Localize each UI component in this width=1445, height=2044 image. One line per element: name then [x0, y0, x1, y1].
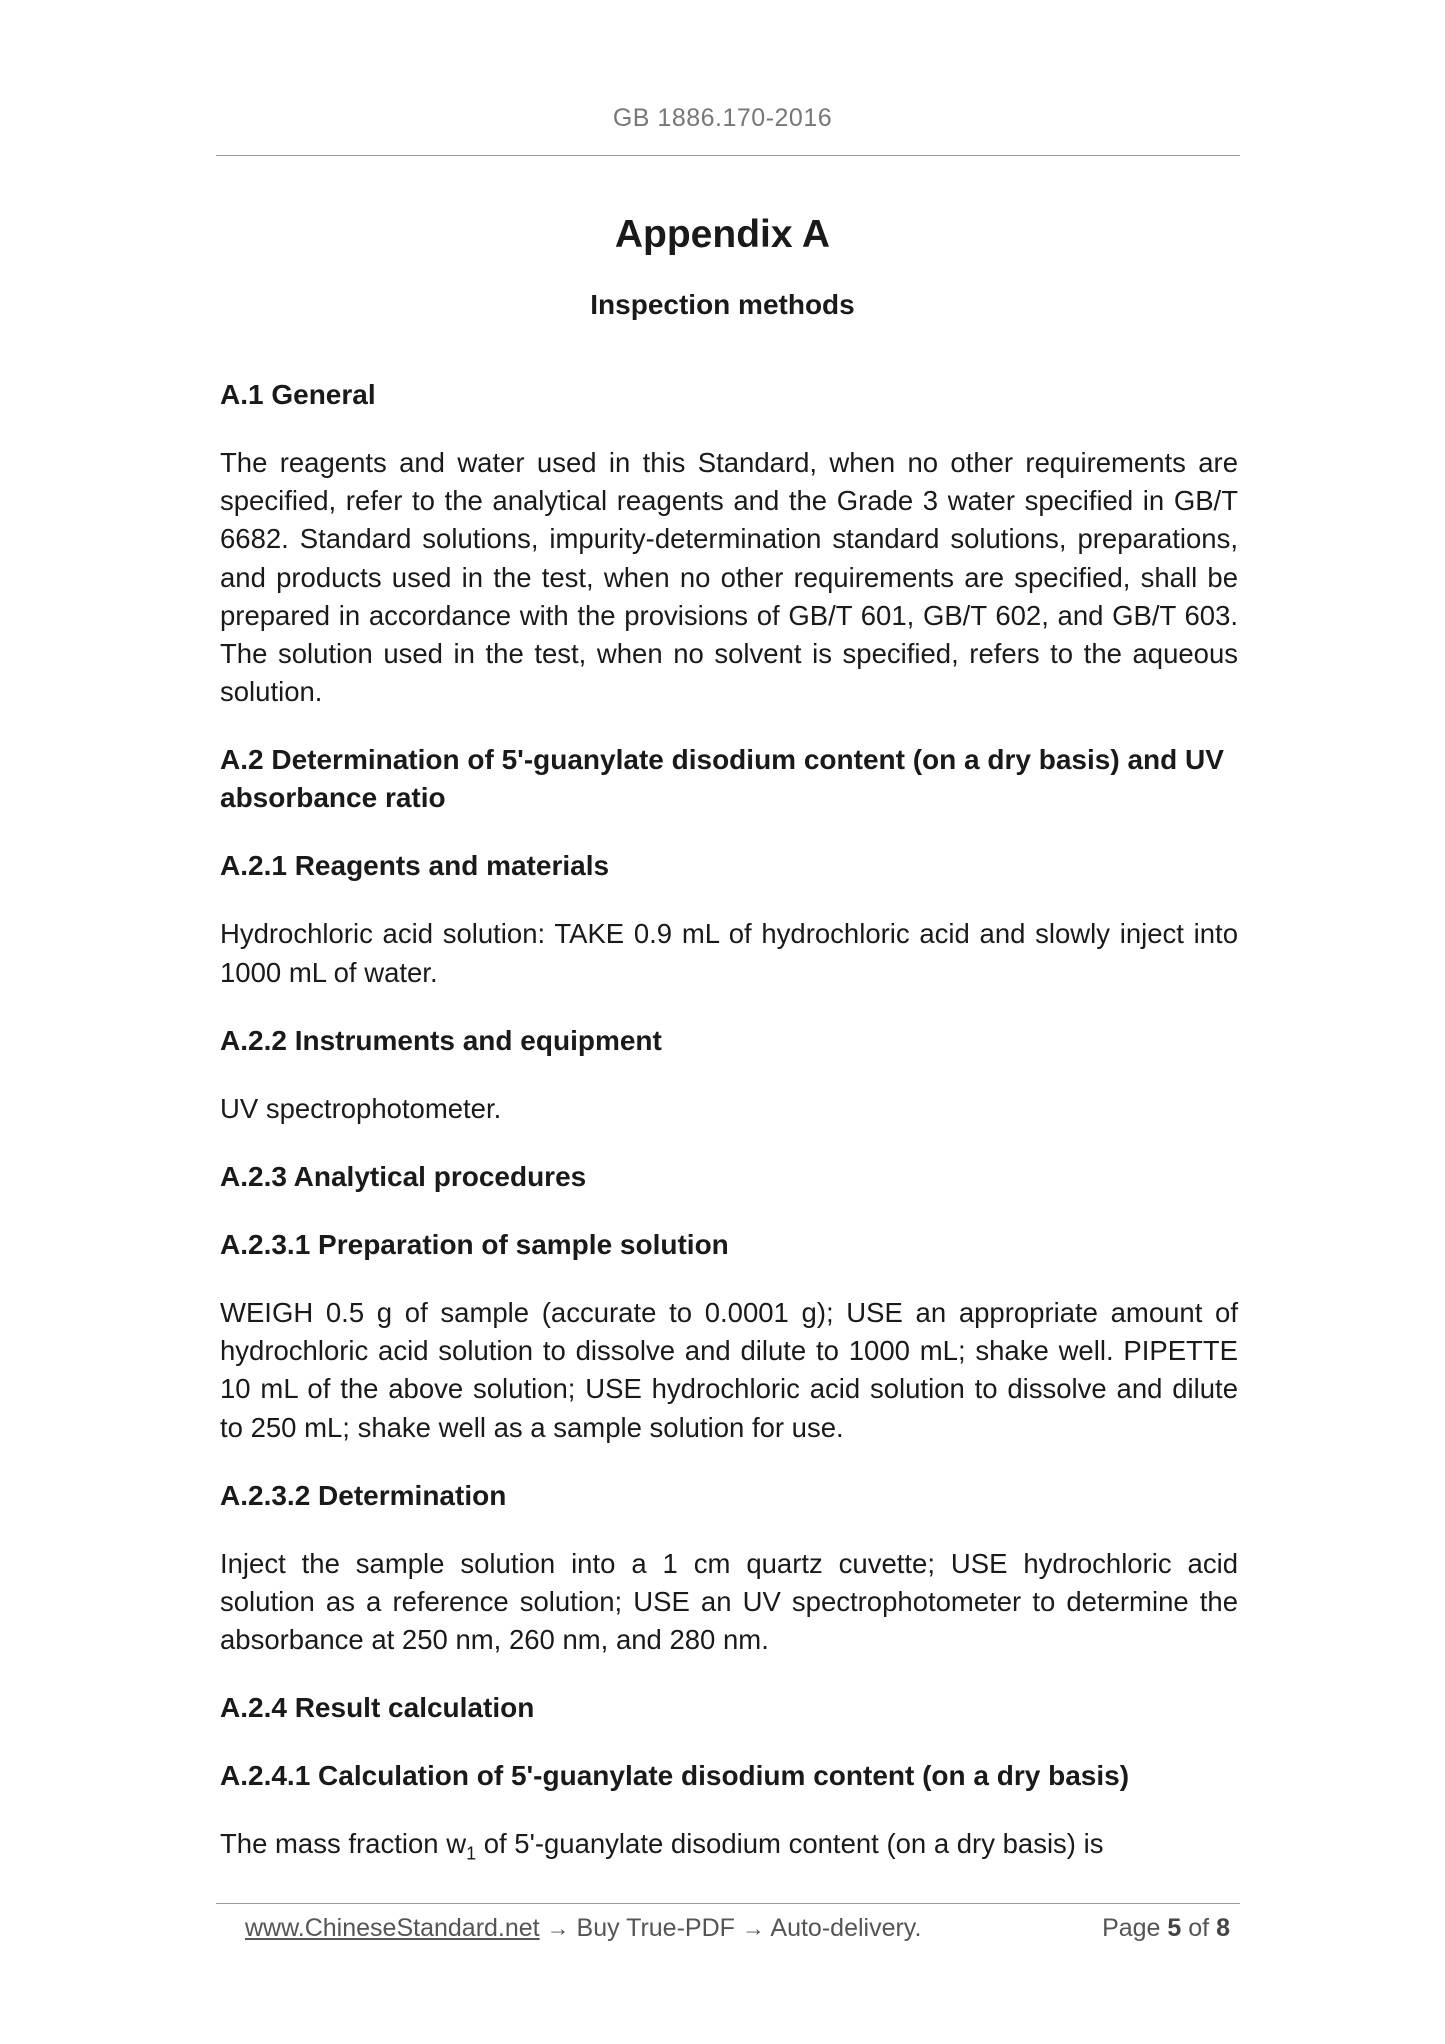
document-id-header: GB 1886.170-2016 — [612, 104, 833, 132]
section-text-a232: Inject the sample solution into a 1 cm quartz cuvette; USE hydrochloric acid solution as a reference solution; USE an UV spectrophotometer to determine the absorbance at 250 nm, 260 nm, and 280 nm. — [220, 1547, 1238, 1656]
appendix-subtitle: Inspection methods — [590, 289, 855, 320]
section-text-a22: UV spectrophotometer. — [220, 1092, 502, 1124]
page-number: 5 — [1167, 1914, 1182, 1942]
of-label: of — [1188, 1914, 1210, 1942]
buy-text: Buy True-PDF — [569, 1914, 742, 1942]
arrow-right-icon: → — [741, 1915, 765, 1941]
page-indicator — [1102, 1903, 1230, 1953]
document-body — [220, 376, 1238, 1873]
section-heading-a1: A.1 General — [220, 379, 376, 410]
section-heading-a21: A.2.1 Reagents and materials — [220, 850, 610, 882]
section-heading-a23: A.2.3 Analytical procedures — [220, 1161, 587, 1193]
section-text-a21: Hydrochloric acid solution: TAKE 0.9 mL of hydrochloric acid and slowly inject into 1000 mL of water. — [220, 918, 1238, 988]
header-rule — [216, 155, 1240, 156]
section-heading-a241: A.2.4.1 Calculation of 5'-guanylate disodium content (on a dry basis) — [220, 1760, 1130, 1792]
section-heading-a22: A.2.2 Instruments and equipment — [220, 1024, 662, 1056]
page-total: 8 — [1216, 1914, 1230, 1942]
subscript: 1 — [466, 1843, 477, 1864]
delivery-text: Auto-delivery. — [764, 1914, 922, 1942]
website-link[interactable]: www.ChineseStandard.net — [245, 1914, 540, 1942]
page-footer — [245, 1903, 1240, 1953]
section-heading-a231: A.2.3.1 Preparation of sample solution — [220, 1229, 729, 1261]
appendix-title: Appendix A — [614, 213, 831, 256]
section-text-a1: The reagents and water used in this Standard, when no other requirements are specified, refer to the analytical reagents and the Grade 3 water specified in GB/T 6682. Standard solutions, impurity-determination standard solutions, preparations, and products used in the test, when no other requirements are specified, shall be prepared in accordance with the provisions of GB/T 601, GB/T 602, and GB/T 603. The solution used in the test, when no solvent is specified, refers to the aqueous solution. — [220, 447, 1238, 708]
arrow-right-icon: → — [546, 1915, 570, 1941]
text-segment: The mass fraction w — [220, 1828, 467, 1860]
section-text-a241 — [220, 1825, 1238, 1873]
section-heading-a24: A.2.4 Result calculation — [220, 1692, 535, 1724]
page-label: Page — [1102, 1914, 1161, 1942]
section-heading-a232: A.2.3.2 Determination — [220, 1479, 507, 1511]
section-heading-a2: A.2 Determination of 5'-guanylate disodium content (on a dry basis) and UV absorbance ratio — [220, 744, 1224, 814]
text-segment: of 5'-guanylate disodium content (on a dry basis) is — [476, 1828, 1104, 1860]
section-text-a231: WEIGH 0.5 g of sample (accurate to 0.0001 g); USE an appropriate amount of hydrochloric acid solution to dissolve and dilute to 1000 mL; shake well. PIPETTE 10 mL of the above solution; USE hydrochloric acid solution to dissolve and dilute to 250 mL; shake well as a sample solution for use. — [220, 1297, 1238, 1443]
